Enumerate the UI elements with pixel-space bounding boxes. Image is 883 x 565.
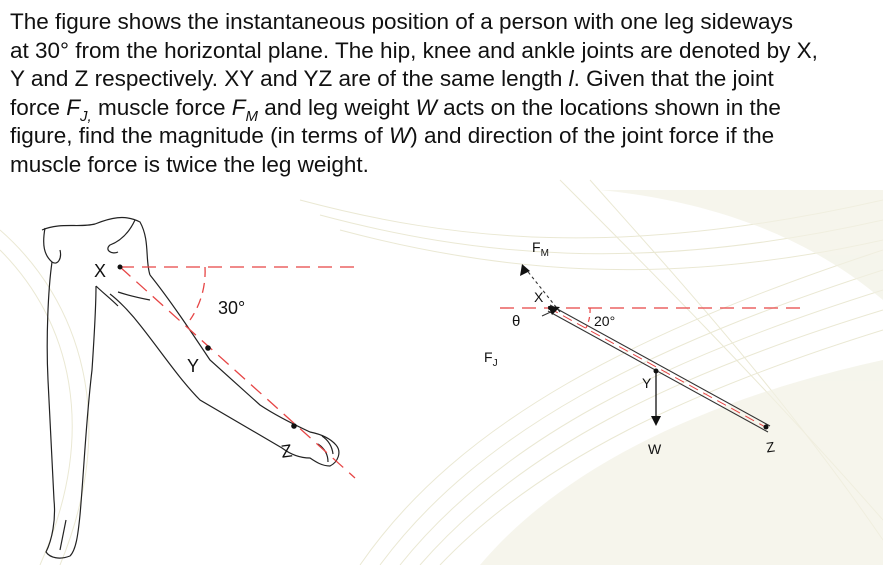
leg-figure <box>0 200 370 565</box>
fbd-ankle-label: Z <box>765 438 776 456</box>
weight-label: W <box>648 441 662 457</box>
fbd-hip-point <box>548 306 552 310</box>
fbd-ankle-point <box>764 425 769 430</box>
fbd-angle-label: 20° <box>594 313 616 329</box>
problem-line-5: figure, find the magnitude (in terms of W) and direction of the joint force if the <box>10 123 775 148</box>
problem-line-3: Y and Z respectively. XY and YZ are of the same length l. Given that the joint <box>10 66 774 91</box>
body-outline <box>42 218 339 559</box>
problem-line-4: force $F_{J,}$ muscle force $F_M$ and leg weight W acts on the locations shown in the <box>10 94 781 125</box>
fj-label: $F_J$ <box>484 349 498 369</box>
free-body-diagram <box>470 230 810 470</box>
ankle-label: Z <box>279 440 294 462</box>
problem-line-1: The figure shows the instantaneous position of a person with one leg sideways <box>10 9 793 34</box>
weight-arrowhead <box>651 416 661 426</box>
knee-label: Y <box>187 356 200 376</box>
ankle-joint-point <box>291 423 297 429</box>
angle-arc <box>190 267 205 320</box>
hip-joint-point <box>118 265 123 270</box>
muscle-force-arrowhead <box>520 264 530 276</box>
problem-line-6: muscle force is twice the leg weight. <box>10 151 369 177</box>
knee-joint-point <box>205 345 211 351</box>
leg-bar-top <box>550 305 770 426</box>
leg-bar-centerline <box>549 308 769 429</box>
fm-label: $F_M$ <box>532 239 549 259</box>
angle-label: 30° <box>218 298 246 318</box>
hip-label: X <box>94 261 107 281</box>
problem-line-2: at 30° from the horizontal plane. The hip, knee and ankle joints are denoted by X, <box>10 37 818 63</box>
fbd-knee-label: Y <box>642 375 652 391</box>
fbd-hip-label: X <box>534 289 544 305</box>
theta-label: θ <box>512 313 521 330</box>
problem-statement <box>10 8 878 179</box>
fbd-knee-point <box>654 369 659 374</box>
